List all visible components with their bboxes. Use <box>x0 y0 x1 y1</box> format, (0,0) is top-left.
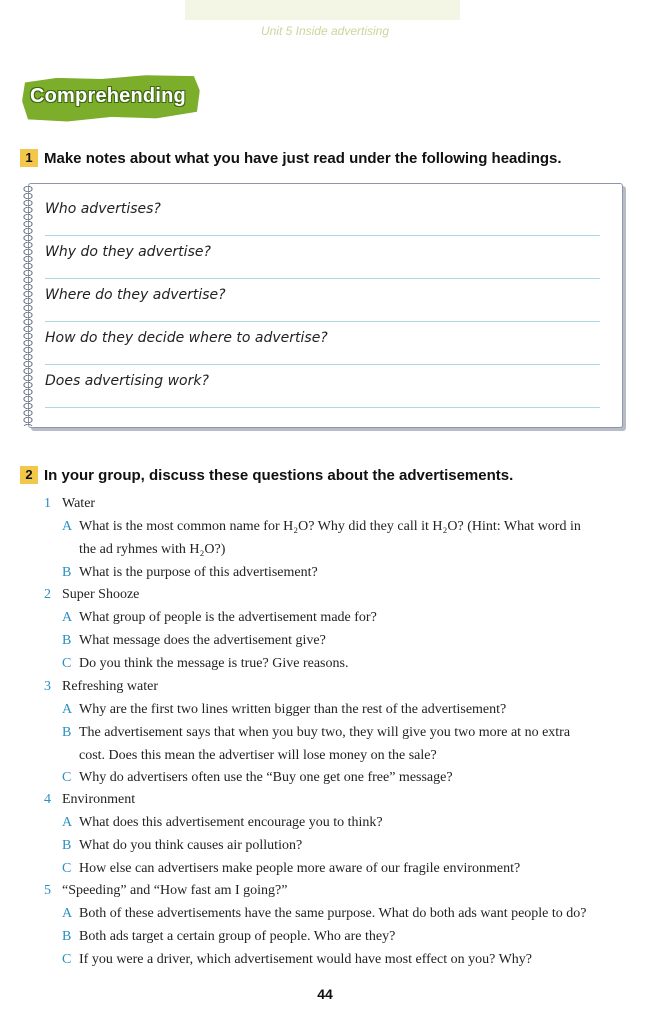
sub-question-letter: C <box>62 656 72 671</box>
question-title: Environment <box>62 792 136 807</box>
sub-question-letter: B <box>62 838 72 853</box>
sub-question-letter: B <box>62 565 72 580</box>
question-number: 1 <box>44 496 51 511</box>
notes-notebook <box>28 183 623 428</box>
question-number: 4 <box>44 792 51 807</box>
task-2-instruction: In your group, discuss these questions about the advertisements. <box>44 466 514 484</box>
question-title: “Speeding” and “How fast am I going?” <box>62 883 288 898</box>
sub-question-text: If you were a driver, which advertisement would have most effect on you? Why? <box>79 952 532 967</box>
sub-question-letter: C <box>62 770 72 785</box>
question-title: Refreshing water <box>62 679 159 694</box>
unit-title: Unit 5 Inside advertising <box>260 24 390 38</box>
question-title: Water <box>62 496 96 511</box>
task-1-number-badge: 1 <box>20 149 38 167</box>
sub-question-letter: A <box>62 815 73 830</box>
sub-question-text: What group of people is the advertisement made for? <box>79 610 377 625</box>
task-1-heading <box>20 149 562 167</box>
note-heading-2: Why do they advertise? <box>45 244 211 260</box>
question-number: 3 <box>44 679 51 694</box>
sub-question-text: Both ads target a certain group of people. Who are they? <box>79 929 396 944</box>
note-line[interactable] <box>45 407 600 408</box>
sub-question-text: the ad ryhmes with H₂O?) <box>79 542 226 557</box>
spiral-binding-icon <box>18 186 38 426</box>
sub-question-text: How else can advertisers make people more aware of our fragile environment? <box>79 861 521 876</box>
note-heading-1: Who advertises? <box>45 201 161 217</box>
sub-question-letter: A <box>62 610 73 625</box>
note-heading-5: Does advertising work? <box>45 373 209 389</box>
sub-question-letter: B <box>62 929 72 944</box>
sub-question-text: What do you think causes air pollution? <box>79 838 303 853</box>
sub-question-text: Both of these advertisements have the same purpose. What do both ads want people to do? <box>79 906 587 921</box>
note-line[interactable] <box>45 321 600 322</box>
sub-question-text: What does this advertisement encourage you to think? <box>79 815 383 830</box>
sub-question-text: cost. Does this mean the advertiser will lose money on the sale? <box>79 748 437 763</box>
sub-question-letter: C <box>62 952 72 967</box>
sub-question-letter: A <box>62 702 73 717</box>
header-band <box>185 0 460 20</box>
note-heading-3: Where do they advertise? <box>45 287 226 303</box>
note-heading-4: How do they decide where to advertise? <box>45 330 328 346</box>
page-number: 44 <box>317 986 333 1002</box>
sub-question-letter: B <box>62 725 72 740</box>
sub-question-text: What is the most common name for H₂O? Why did they call it H₂O? (Hint: What word in <box>79 519 581 534</box>
question-title: Super Shooze <box>62 587 140 602</box>
sub-question-text: The advertisement says that when you buy two, they will give you two more at no extra <box>79 725 571 740</box>
task-2-number-badge: 2 <box>20 466 38 484</box>
sub-question-letter: B <box>62 633 72 648</box>
question-number: 2 <box>44 587 51 602</box>
sub-question-letter: A <box>62 519 73 534</box>
sub-question-text: What message does the advertisement give? <box>79 633 326 648</box>
task-1-instruction: Make notes about what you have just read under the following headings. <box>44 149 562 167</box>
note-line[interactable] <box>45 364 600 365</box>
task-2-heading <box>20 466 513 484</box>
sub-question-text: What is the purpose of this advertisement? <box>79 565 318 580</box>
sub-question-letter: C <box>62 861 72 876</box>
note-line[interactable] <box>45 235 600 236</box>
note-line[interactable] <box>45 278 600 279</box>
sub-question-letter: A <box>62 906 73 921</box>
question-number: 5 <box>44 883 51 898</box>
sub-question-text: Do you think the message is true? Give reasons. <box>79 656 349 671</box>
section-banner-title: Comprehending <box>30 85 186 107</box>
sub-question-text: Why are the first two lines written bigger than the rest of the advertisement? <box>79 702 507 717</box>
sub-question-text: Why do advertisers often use the “Buy one get one free” message? <box>79 770 453 785</box>
